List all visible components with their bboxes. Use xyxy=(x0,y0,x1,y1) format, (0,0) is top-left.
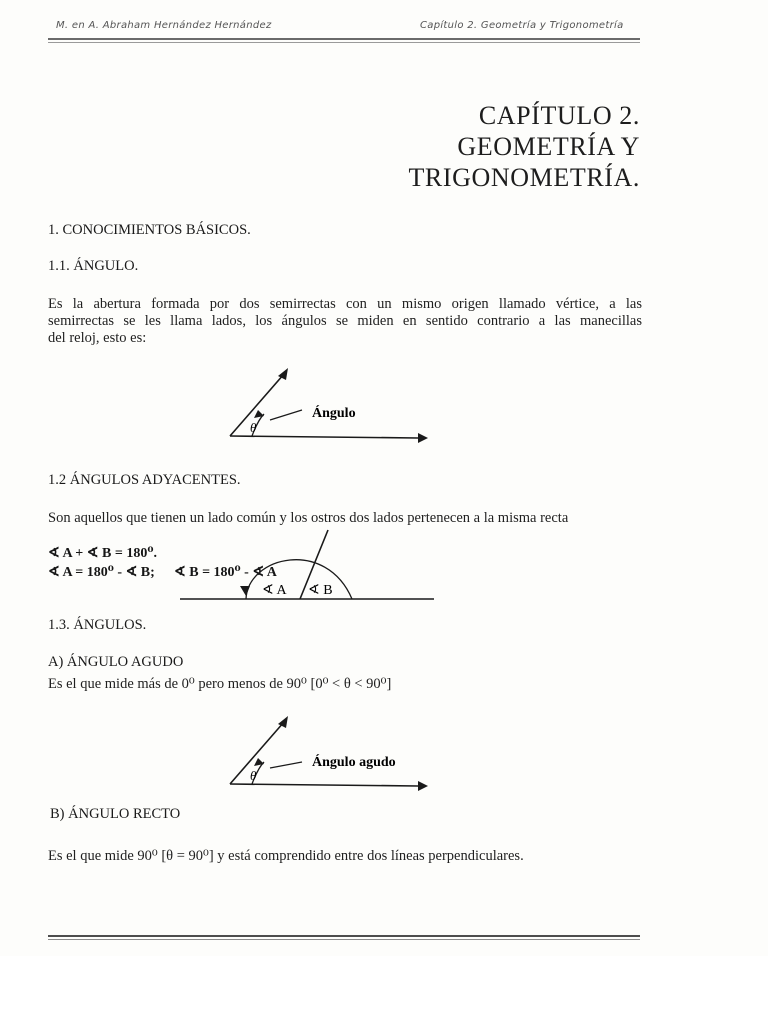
right-angle-definition: Es el que mide 90⁰ [θ = 90⁰] y está comprendido entre dos líneas perpendiculares. xyxy=(48,848,524,864)
subsection-adjacent-heading: 1.2 ÁNGULOS ADYACENTES. xyxy=(48,472,241,488)
header-author: M. en A. Abraham Hernández Hernández xyxy=(56,20,272,31)
angle-definition-line3: del reloj, esto es: xyxy=(48,330,147,346)
angle-side-ray xyxy=(230,374,284,436)
acute-theta-label: θ xyxy=(250,768,257,783)
acute-arc-arrowhead xyxy=(254,758,264,766)
header-rule-thin xyxy=(48,42,640,43)
footer-rule-thin xyxy=(48,939,640,940)
acute-angle-definition: Es el que mide más de 0⁰ pero menos de 90⁰ [0⁰ < θ < 90⁰] xyxy=(48,676,392,692)
acute-side-ray xyxy=(230,722,284,784)
angle-definition xyxy=(48,296,642,347)
chapter-title xyxy=(408,100,640,193)
chapter-title-line3: TRIGONOMETRÍA. xyxy=(408,163,640,192)
adjacent-equation-1: ∢ A + ∢ B = 180⁰. xyxy=(48,546,157,561)
subsection-angles-heading: 1.3. ÁNGULOS. xyxy=(48,617,147,633)
section-heading: 1. CONOCIMIENTOS BÁSICOS. xyxy=(48,222,251,238)
angle-diagram xyxy=(222,362,432,448)
adjacent-definition: Son aquellos que tienen un lado común y los ostros dos lados pertenecen a la misma recta xyxy=(48,510,569,526)
angle-theta-label: θ xyxy=(250,420,257,435)
footer-rule xyxy=(48,935,640,937)
acute-base-arrowhead xyxy=(418,781,428,791)
subsection-angle-heading: 1.1. ÁNGULO. xyxy=(48,258,139,274)
acute-base-ray xyxy=(230,784,418,786)
adjacent-equation-3: ∢ B = 180⁰ - ∢ A xyxy=(174,565,277,580)
chapter-title-line2: GEOMETRÍA Y xyxy=(457,132,640,161)
adjacent-angles-diagram xyxy=(176,526,438,606)
page-bottom-margin xyxy=(0,956,768,1024)
adjacent-label-a: ∢ A xyxy=(262,583,287,598)
angle-base-arrowhead xyxy=(418,433,428,443)
angle-definition-line1: Es la abertura formada por dos semirrectas con un mismo origen llamado vértice, a las xyxy=(48,296,642,312)
angle-arc-arrowhead xyxy=(254,410,264,418)
angle-definition-line2: semirrectas se les llama lados, los ángulos se miden en sentido contrario a las manecillas xyxy=(48,313,642,329)
adjacent-label-b: ∢ B xyxy=(308,583,333,598)
angle-label: Ángulo xyxy=(312,406,356,421)
acute-angle-heading: A) ÁNGULO AGUDO xyxy=(48,654,184,670)
adjacent-arc-arrowhead xyxy=(240,586,250,596)
angle-label-leader xyxy=(270,410,302,420)
adjacent-equation-2: ∢ A = 180⁰ - ∢ B; xyxy=(48,565,155,580)
angle-base-ray xyxy=(230,436,418,438)
chapter-title-line1: CAPÍTULO 2. xyxy=(478,101,640,130)
acute-angle-diagram xyxy=(222,710,432,796)
acute-label-leader xyxy=(270,762,302,768)
acute-angle-label: Ángulo agudo xyxy=(312,755,396,770)
header-chapter-ref: Capítulo 2. Geometría y Trigonometría xyxy=(420,20,624,31)
right-angle-heading: B) ÁNGULO RECTO xyxy=(50,806,181,822)
header-rule xyxy=(48,38,640,40)
